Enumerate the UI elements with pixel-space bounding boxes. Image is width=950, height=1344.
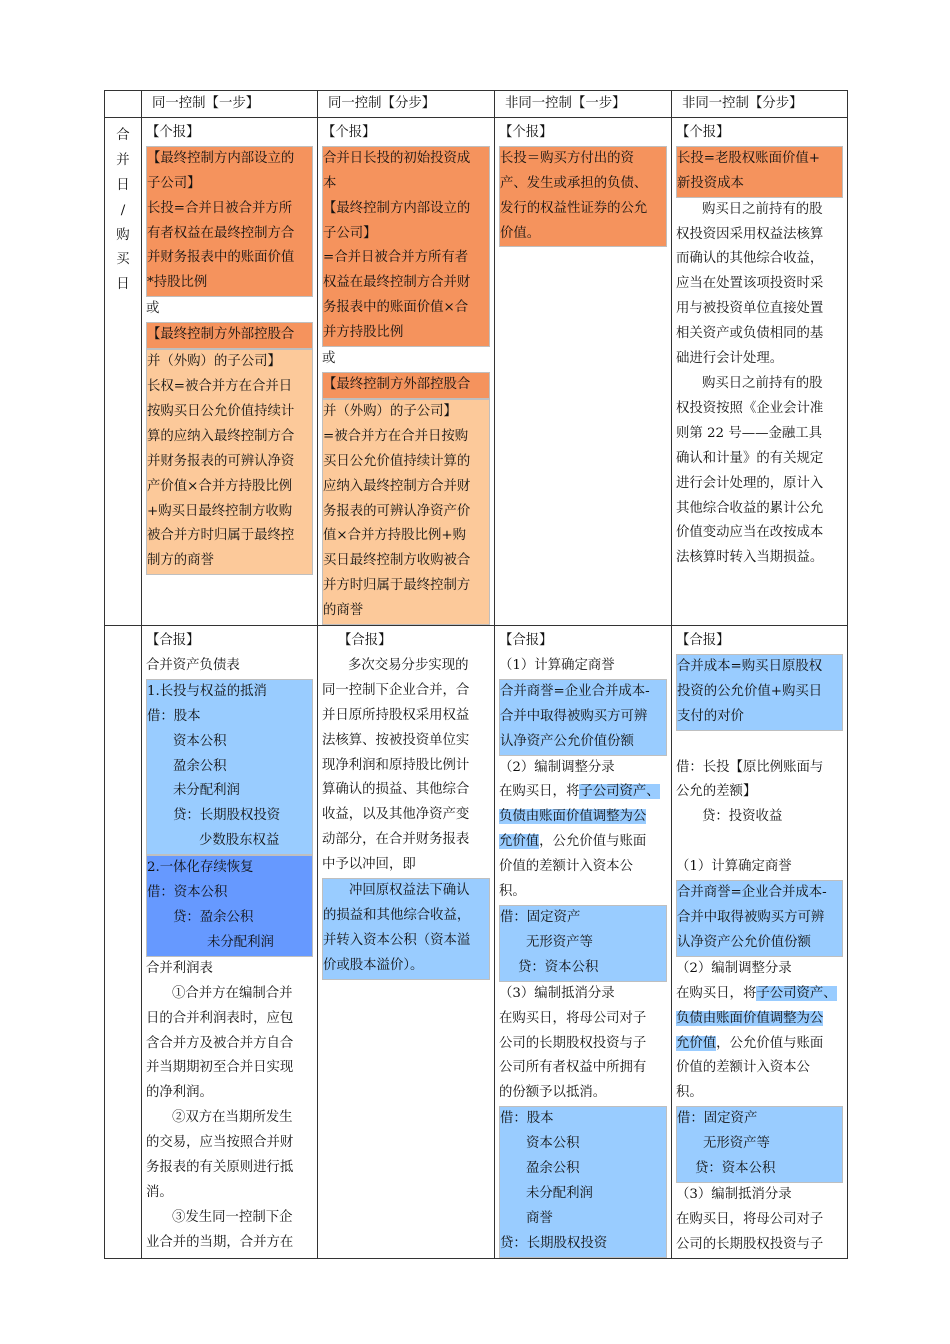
highlight-block-light-blue: 借：股本 资本公积 盈余公积 未分配利润 商誉 贷：长期股权投资	[499, 1106, 667, 1257]
highlight-block-dark-orange: 长投=老股权账面价值+ 新投资成本	[676, 146, 843, 198]
row-individual-statement	[105, 117, 848, 625]
highlight-block-light-blue: 借：固定资产 无形资产等 贷：资本公积	[499, 905, 667, 982]
header-cell-same-control-multi-step: 同一控制【分步】	[318, 91, 495, 118]
header-cell-same-control-one-step: 同一控制【一步】	[142, 91, 318, 118]
highlight-block-dark-orange: 合并日长投的初始投资成 本 【最终控制方内部设立的 子公司】 =合并日被合并方所有者 权益在最终控制方合并财 务报表中的账面价值×合 并方持股比例	[322, 146, 490, 347]
section-title: 【合报】	[499, 633, 553, 649]
highlight-block-light-blue: 1.长投与权益的抵消 借：股本 资本公积 盈余公积 未分配利润 贷：长期股权投资 少数股东权益	[146, 679, 313, 855]
highlight-block-dark-orange: 【最终控制方外部控股合	[146, 322, 313, 349]
section-title: 【个报】	[146, 124, 200, 140]
cell-r2-c4: 【合报】 合并成本=购买日原股权 投资的公允价值+购买日 支付的对价 借：长投【原比例账面与 公允的差额】 贷：投资收益 （1）计算确定商誉 合并商誉=企业合并成本- 合并中取得被购买方可辨 认净资产公允价值份额 （2）编制调整分录 在购买日，将子公司资产、 负债由账面价值调整为公 允价值，公允价值与账面 价值的差额计入资本公 积。 借：固定资产 无形资产等 贷：资本公积 （3）编制抵消分录 在购买日，将母公司对子 公司的长期股权投资与子	[672, 626, 848, 1259]
highlight-block-light-blue: 合并商誉=企业合并成本- 合并中取得被购买方可辨 认净资产公允价值份额	[499, 679, 667, 756]
cell-r1-c4: 【个报】 长投=老股权账面价值+ 新投资成本 购买日之前持有的股 权投资因采用权益法核算 而确认的其他综合收益， 应当在处置该项投资时采 用与被投资单位直接处置 相关资产或负债相同的基 础进行会计处理。 购买日之前持有的股 权投资按照《企业会计准 则第 22 号——金融工具 确认和计量》的有关规定 进行会计处理的，原计入 其他综合收益的累计公允 价值变动应当在改按成本 法核算时转入当期损益。	[672, 117, 848, 625]
highlight-block-light-blue: 借：固定资产 无形资产等 贷：资本公积	[676, 1106, 843, 1183]
section-title: 【个报】	[499, 124, 553, 140]
section-title: 【个报】	[676, 124, 730, 140]
row-consolidated-statement	[105, 626, 848, 1259]
highlight-block-light-orange: 并（外购）的子公司】 长权=被合并方在合并日 按购买日公允价值持续计 算的应纳入最终控制方合 并财务报表的可辨认净资 产价值×合并方持股比例 +购买日最终控制方收购 被合并方时归属于最终控 制方的商誉	[146, 349, 313, 575]
side-empty-cell	[105, 626, 142, 1259]
cell-r2-c1: 【合报】 合并资产负债表 1.长投与权益的抵消 借：股本 资本公积 盈余公积 未分配利润 贷：长期股权投资 少数股东权益 2.一体化存续恢复 借：资本公积 贷：盈余公积 未分配利润 合并利润表 ①合并方在编制合并 日的合并利润表时，应包 含合并方及被合并方自合 并当期期初至合并日实现 的净利润。 ②双方在当期所发生 的交易，应当按照合并财 务报表的有关原则进行抵 消。 ③发生同一控制下企 业合并的当期，合并方在	[142, 626, 318, 1259]
section-title: 【合报】	[338, 633, 392, 649]
comparison-table	[104, 90, 848, 1259]
cell-r1-c2: 【个报】 合并日长投的初始投资成 本 【最终控制方内部设立的 子公司】 =合并日被合并方所有者 权益在最终控制方合并财 务报表中的账面价值×合 并方持股比例 或 【最终控制方外部控股合 并（外购）的子公司】 =被合并方在合并日按购 买日公允价值持续计算的 应纳入最终控制方合并财 务报表的可辨认净资产价 值×合并方持股比例+购 买日最终控制方收购被合 并方时归属于最终控制方 的商誉	[318, 117, 495, 625]
header-row	[105, 91, 848, 118]
highlight-block-blue: 2.一体化存续恢复 借：资本公积 贷：盈余公积 未分配利润	[146, 855, 313, 957]
header-corner-cell	[105, 91, 142, 118]
highlight-block-light-blue: 合并成本=购买日原股权 投资的公允价值+购买日 支付的对价	[676, 654, 843, 731]
highlight-block-light-orange: 并（外购）的子公司】 =被合并方在合并日按购 买日公允价值持续计算的 应纳入最终控制方合并财 务报表的可辨认净资产价 值×合并方持股比例+购 买日最终控制方收购被合 并方时归属于最终控制方 的商誉	[322, 399, 490, 625]
header-cell-non-same-control-one-step: 非同一控制【一步】	[495, 91, 672, 118]
header-cell-non-same-control-multi-step: 非同一控制【分步】	[672, 91, 848, 118]
highlight-block-light-blue: 冲回原权益法下确认 的损益和其他综合收益， 并转入资本公积（资本溢 价或股本溢价）。	[322, 878, 490, 980]
comparison-table-page	[104, 90, 847, 1259]
section-title: 【合报】	[676, 633, 730, 649]
cell-r1-c3	[495, 117, 672, 625]
highlight-block-dark-orange: 【最终控制方外部控股合	[322, 372, 490, 399]
section-title: 【个报】	[322, 124, 376, 140]
cell-r1-c1: 【个报】 【最终控制方内部设立的 子公司】 长投=合并日被合并方所 有者权益在最终控制方合 并财务报表中的账面价值 *持股比例 或 【最终控制方外部控股合 并（外购）的子公司】 长权=被合并方在合并日 按购买日公允价值持续计 算的应纳入最终控制方合 并财务报表的可辨认净资 产价值×合并方持股比例 +购买日最终控制方收购 被合并方时归属于最终控 制方的商誉	[142, 117, 318, 625]
cell-r2-c2: 【合报】 多次交易分步实现的 同一控制下企业合并，合 并日原所持股权采用权益 法核算、按被投资单位实 现净利润和原持股比例计 算确认的损益、其他综合 收益，以及其他净资产变 动部分，在合并财务报表 中予以冲回，即 冲回原权益法下确认 的损益和其他综合收益， 并转入资本公积（资本溢 价或股本溢价）。	[318, 626, 495, 1259]
side-label-merge-date: 合 并 日 / 购 买 日	[105, 117, 142, 625]
section-title: 【合报】	[146, 633, 200, 649]
highlight-block-dark-orange: 长投＝购买方付出的资 产、发生或承担的负债、 发行的权益性证券的公允 价值。	[499, 146, 667, 248]
highlight-block-dark-orange: 【最终控制方内部设立的 子公司】 长投=合并日被合并方所 有者权益在最终控制方合 并财务报表中的账面价值 *持股比例	[146, 146, 313, 297]
cell-r2-c3: 【合报】 （1）计算确定商誉 合并商誉=企业合并成本- 合并中取得被购买方可辨 认净资产公允价值份额 （2）编制调整分录 在购买日，将子公司资产、 负债由账面价值调整为公 允价值，公允价值与账面 价值的差额计入资本公 积。 借：固定资产 无形资产等 贷：资本公积 （3）编制抵消分录 在购买日，将母公司对子 公司的长期股权投资与子 公司所有者权益中所拥有 的份额予以抵消。 借：股本 资本公积 盈余公积 未分配利润 商誉 贷：长期股权投资	[495, 626, 672, 1259]
highlight-block-light-blue: 合并商誉=企业合并成本- 合并中取得被购买方可辨 认净资产公允价值份额	[676, 880, 843, 957]
